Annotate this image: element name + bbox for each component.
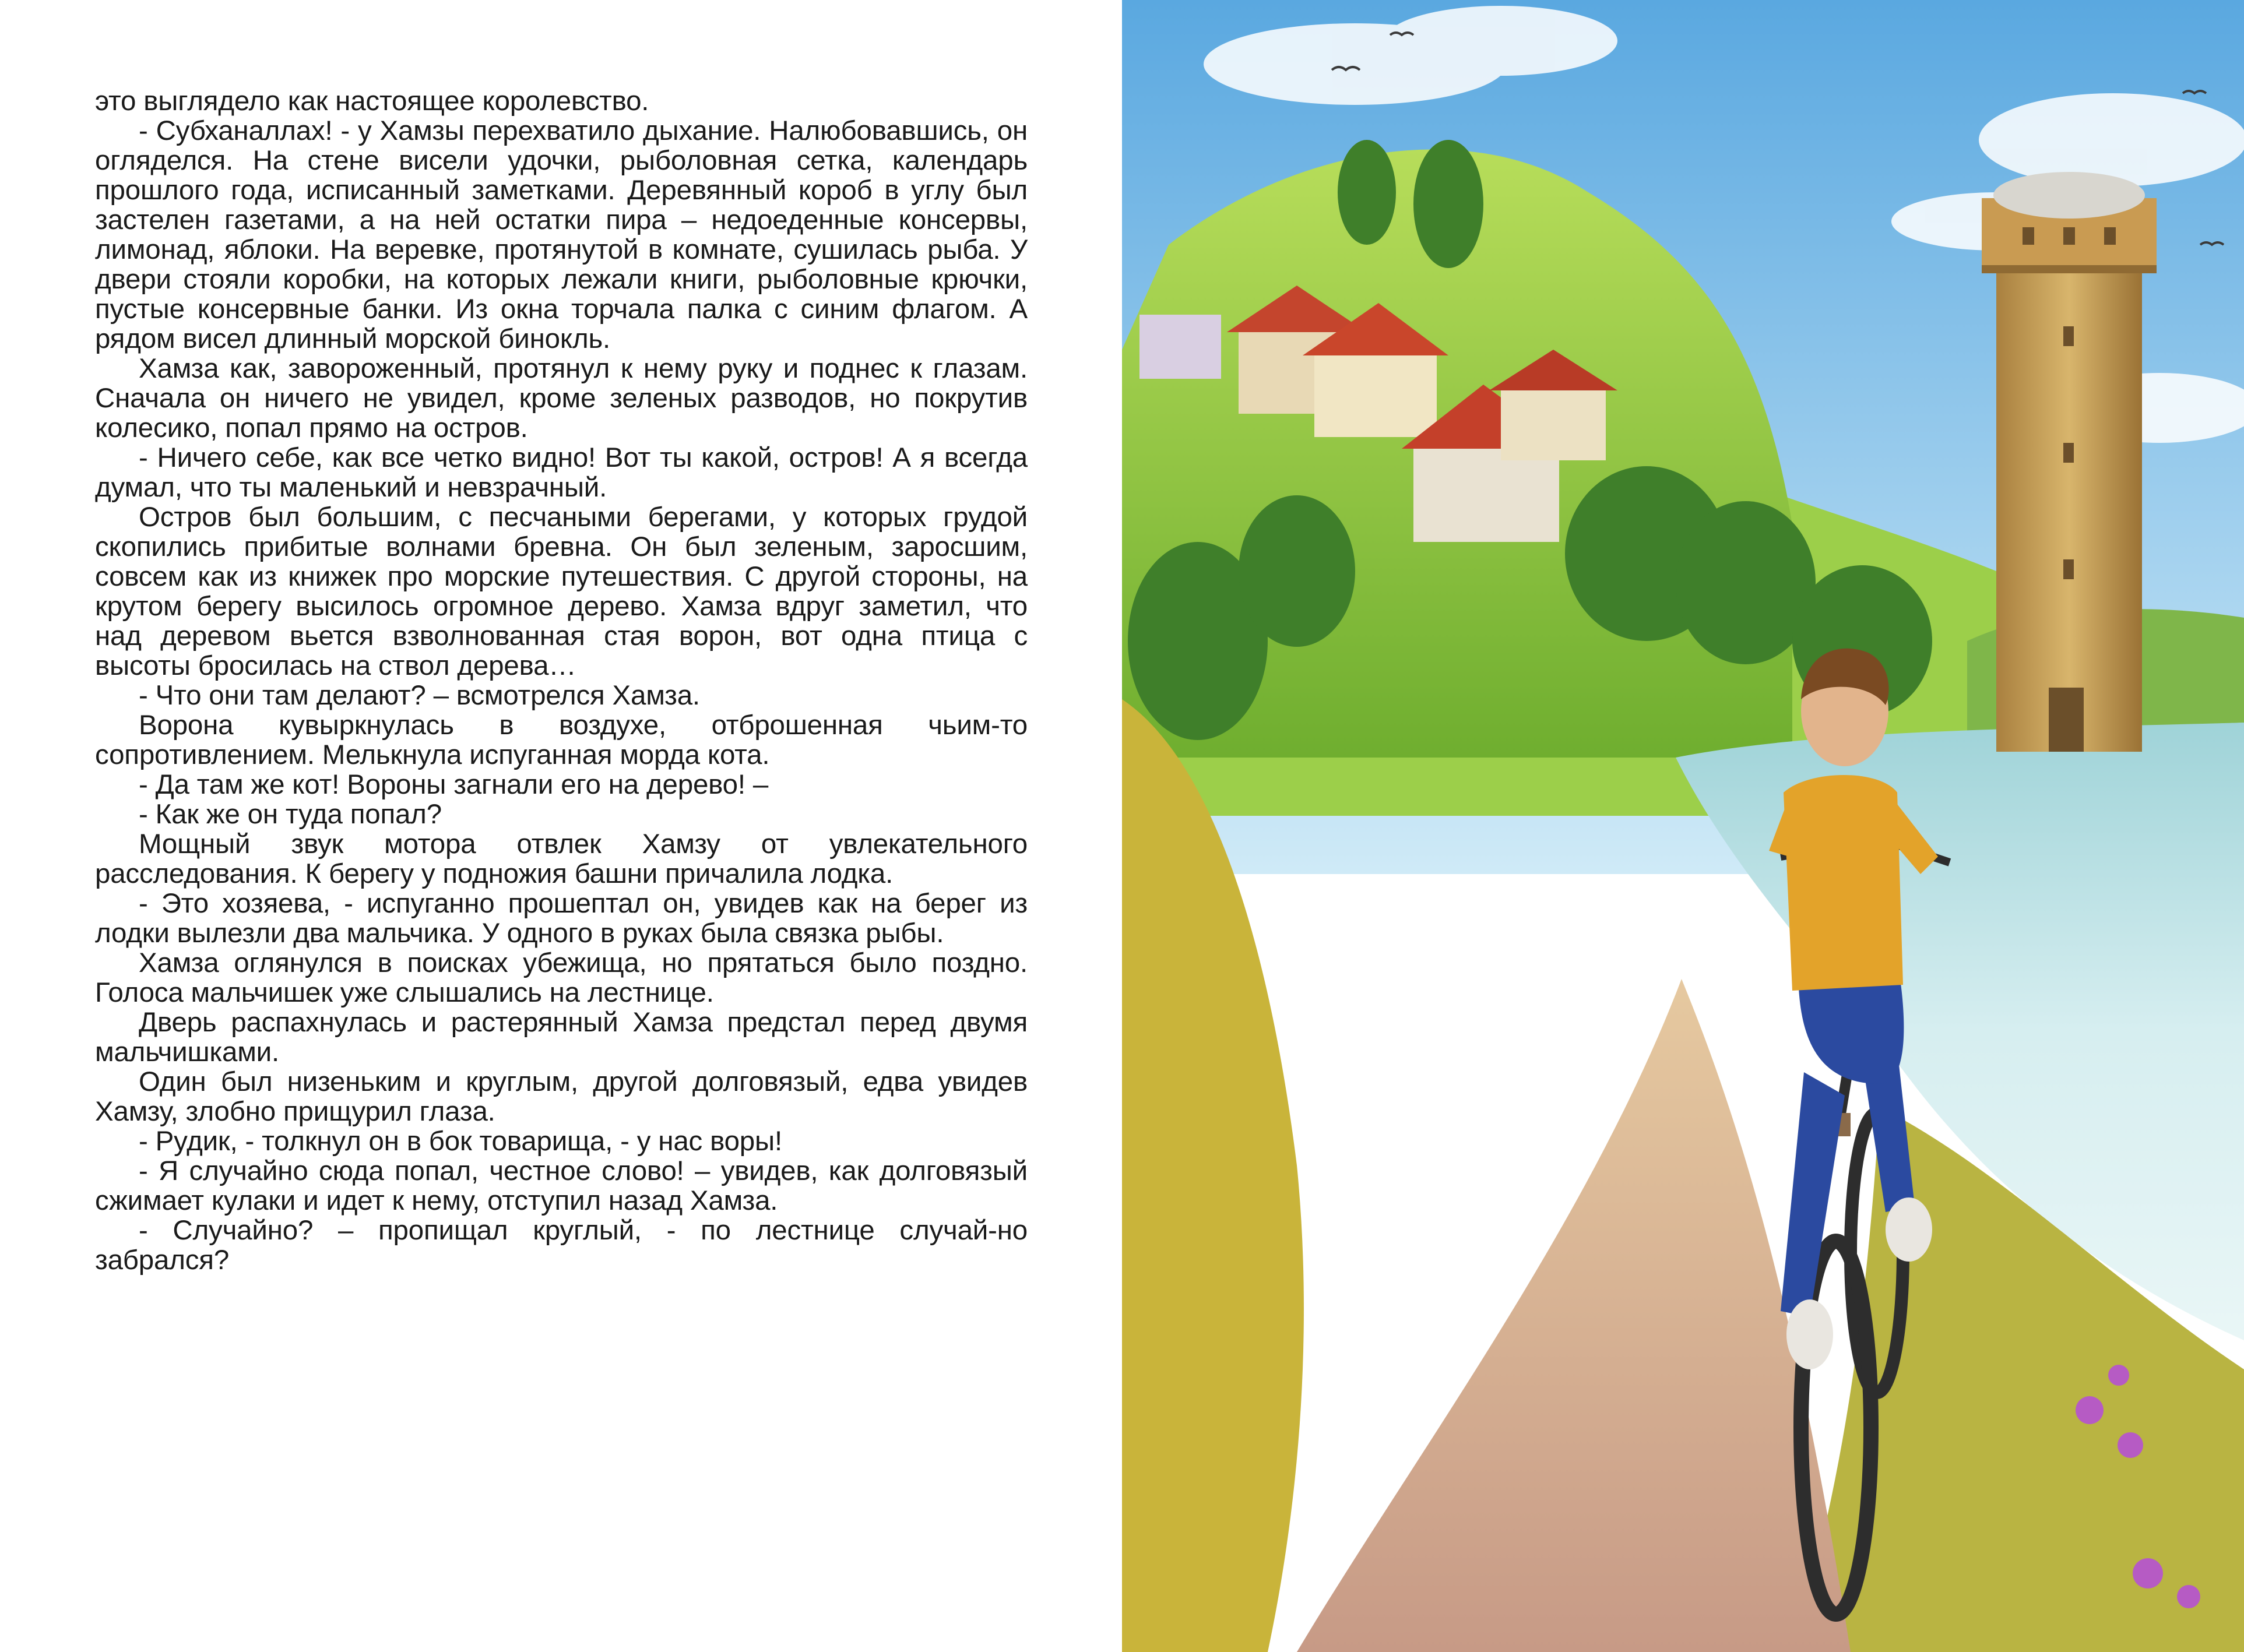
paragraph: Хамза как, завороженный, протянул к нему руку и поднес к глазам. Сначала он ничего не увидел, кроме зеленых разводов, но покрутив колесико, попал прямо на остров. <box>95 353 1028 443</box>
dirt-path <box>1297 979 1851 1652</box>
paragraph: Ворона кувыркнулась в воздухе, отброшенная чьим-то сопротивлением. Мелькнула испуганная морда кота. <box>95 710 1028 770</box>
paragraph: - Как же он туда попал? <box>139 799 442 830</box>
paragraph: Остров был большим, с песчаными берегами, у которых грудой скопились прибитые волнами бревна. Он был зеленым, заросшим, совсем как из книжек про морские путешествия. С другой стороны, на крутом берегу высилось огромное дерево. Хамза вдруг заметил, что над деревом вьется взволнованная стая ворон, вот одна птица с высоты бросилась на ствол дерева… <box>95 502 1028 681</box>
water-tower <box>1982 172 2157 752</box>
paragraph: - Субханаллах! - у Хамзы перехватило дыхание. Налюбовавшись, он огляделся. На стене висели удочки, рыболовная сетка, календарь прошлого года, исписанный заметками. Деревянный короб в углу был застелен газетами, а на ней остатки пира – недоеденные консервы, лимонад, яблоки. На веревке, протянутой в комнате, сушилась рыба. У двери стояли коробки, на которых лежали книги, рыболовные крючки, пустые консервные банки. Из окна торчала палка с синим флагом. А рядом висел длинный морской бинокль. <box>95 115 1028 354</box>
paragraph: - Да там же кот! Вороны загнали его на дерево! – <box>139 769 769 800</box>
paragraph: Мощный звук мотора отвлек Хамзу от увлекательного расследования. К берегу у подножия башни причалила лодка. <box>95 829 1028 889</box>
paragraph: - Ничего себе, как все четко видно! Вот ты какой, остров! А я всегда думал, что ты маленький и невзрачный. <box>95 442 1028 503</box>
paragraph: - Что они там делают? – всмотрелся Хамза. <box>139 680 700 711</box>
illustration-page <box>1122 0 2244 1652</box>
paragraph: - Случайно? – пропищал круглый, - по лестнице случай-но забрался? <box>95 1215 1028 1276</box>
paragraph: - Я случайно сюда попал, честное слово! – увидев, как долговязый сжимает кулаки и идет к нему, отступил назад Хамза. <box>95 1156 1028 1216</box>
story-text <box>95 86 1028 1275</box>
paragraph: - Это хозяева, - испуганно прошептал он, увидев как на берег из лодки вылезли два мальчика. У одного в руках была связка рыбы. <box>95 888 1028 949</box>
paragraph: это выглядело как настоящее королевство. <box>95 86 649 117</box>
paragraph: Хамза оглянулся в поисках убежища, но прятаться было поздно. Голоса мальчишек уже слышались на лестнице. <box>95 947 1028 1008</box>
paragraph: - Рудик, - толкнул он в бок товарища, - у нас воры! <box>139 1126 782 1157</box>
paragraph: Дверь распахнулась и растерянный Хамза предстал перед двумя мальчишками. <box>95 1007 1028 1068</box>
illustration <box>1122 0 2244 1652</box>
paragraph: Один был низеньким и круглым, другой долговязый, едва увидев Хамзу, злобно прищурил глаза. <box>95 1066 1028 1127</box>
